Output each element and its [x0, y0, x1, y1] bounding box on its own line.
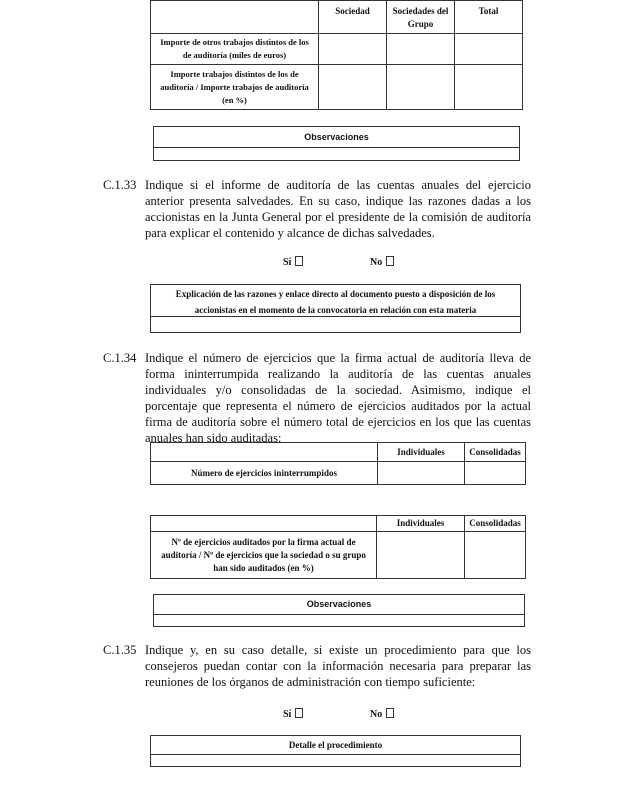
no-label: No	[370, 257, 383, 268]
checkbox-icon[interactable]	[386, 256, 394, 266]
table-header-cell	[151, 1, 319, 34]
procedure-field[interactable]	[151, 755, 520, 767]
value-cell[interactable]	[465, 462, 526, 485]
other-work-fees-table	[150, 0, 523, 110]
observations-box	[153, 594, 525, 627]
yes-label: Sí	[283, 257, 292, 268]
yes-label: Sí	[283, 709, 292, 720]
section-number: C.1.34	[103, 351, 137, 365]
table-header-cell: Sociedades del Grupo	[387, 1, 455, 34]
row-label: Importe de otros trabajos distintos de los de auditoría (miles de euros)	[151, 34, 319, 65]
table-row	[151, 34, 523, 65]
section-number: C.1.35	[103, 643, 137, 657]
observations-field[interactable]	[154, 615, 524, 627]
table-header-cell	[151, 443, 378, 462]
procedure-box	[150, 735, 521, 767]
row-label: Importe trabajos distintos de los de auditoría / Importe trabajos de auditoría (en %)	[151, 65, 319, 110]
no-option[interactable]	[370, 256, 394, 268]
value-cell[interactable]	[455, 34, 523, 65]
section-c135	[103, 642, 533, 690]
observations-header: Observaciones	[154, 127, 519, 148]
section-c133	[103, 177, 533, 241]
table-header-row	[151, 516, 526, 532]
audited-years-ratio-table	[150, 515, 526, 579]
checkbox-icon[interactable]	[386, 708, 394, 718]
section-text: Indique y, en su caso detalle, si existe un procedimiento para que los consejeros puedan contar con la información necesaria para preparar las reuniones de los órganos de administración con tiempo suficiente:	[145, 643, 531, 689]
procedure-header: Detalle el procedimiento	[151, 736, 520, 755]
value-cell[interactable]	[378, 462, 465, 485]
table-row	[151, 532, 526, 579]
section-text: Indique el número de ejercicios que la firma actual de auditoría lleva de forma ininterrumpida realizando la auditoría de las cuentas anuales individuales y/o consolidadas de la sociedad. Asimismo, indique el porcentaje que representa el número de ejercicios auditados por la actual firma de auditoría sobre el número total de ejercicios en los que las cuentas anuales han sido auditadas:	[145, 351, 531, 445]
table-header-row	[151, 443, 526, 462]
row-label: Número de ejercicios ininterrumpidos	[151, 462, 378, 485]
no-option[interactable]	[370, 708, 394, 720]
uninterrupted-years-table	[150, 442, 526, 485]
value-cell[interactable]	[455, 65, 523, 110]
explanation-field[interactable]	[151, 317, 520, 332]
yes-option[interactable]	[283, 708, 303, 720]
table-row	[151, 65, 523, 110]
value-cell[interactable]	[377, 532, 465, 579]
explanation-header: Explicación de las razones y enlace directo al documento puesto a disposición de los accionistas en el momento de la convocatoria en relación con esta materia	[151, 285, 520, 317]
yes-option[interactable]	[283, 256, 303, 268]
no-label: No	[370, 709, 383, 720]
value-cell[interactable]	[465, 532, 526, 579]
table-header-cell: Consolidadas	[465, 516, 526, 532]
table-header-cell: Consolidadas	[465, 443, 526, 462]
explanation-box	[150, 284, 521, 333]
table-row	[151, 462, 526, 485]
observations-field[interactable]	[154, 148, 519, 161]
value-cell[interactable]	[387, 34, 455, 65]
checkbox-icon[interactable]	[295, 708, 303, 718]
table-header-row	[151, 1, 523, 34]
section-text: Indique si el informe de auditoría de las cuentas anuales del ejercicio anterior presenta salvedades. En su caso, indique las razones dadas a los accionistas en la Junta General por el presidente de la comisión de auditoría para explicar el contenido y alcance de dichas salvedades.	[145, 178, 531, 240]
checkbox-icon[interactable]	[295, 256, 303, 266]
table-header-cell: Individuales	[377, 516, 465, 532]
table-header-cell	[151, 516, 377, 532]
table-header-cell: Sociedad	[319, 1, 387, 34]
row-label: Nº de ejercicios auditados por la firma actual de auditoría / Nº de ejercicios que la sociedad o su grupo han sido auditados (en %)	[151, 532, 377, 579]
value-cell[interactable]	[319, 65, 387, 110]
value-cell[interactable]	[319, 34, 387, 65]
table-header-cell: Total	[455, 1, 523, 34]
observations-box	[153, 126, 520, 161]
table-header-cell: Individuales	[378, 443, 465, 462]
section-number: C.1.33	[103, 178, 137, 192]
section-c134	[103, 350, 533, 445]
value-cell[interactable]	[387, 65, 455, 110]
observations-header: Observaciones	[154, 595, 524, 615]
